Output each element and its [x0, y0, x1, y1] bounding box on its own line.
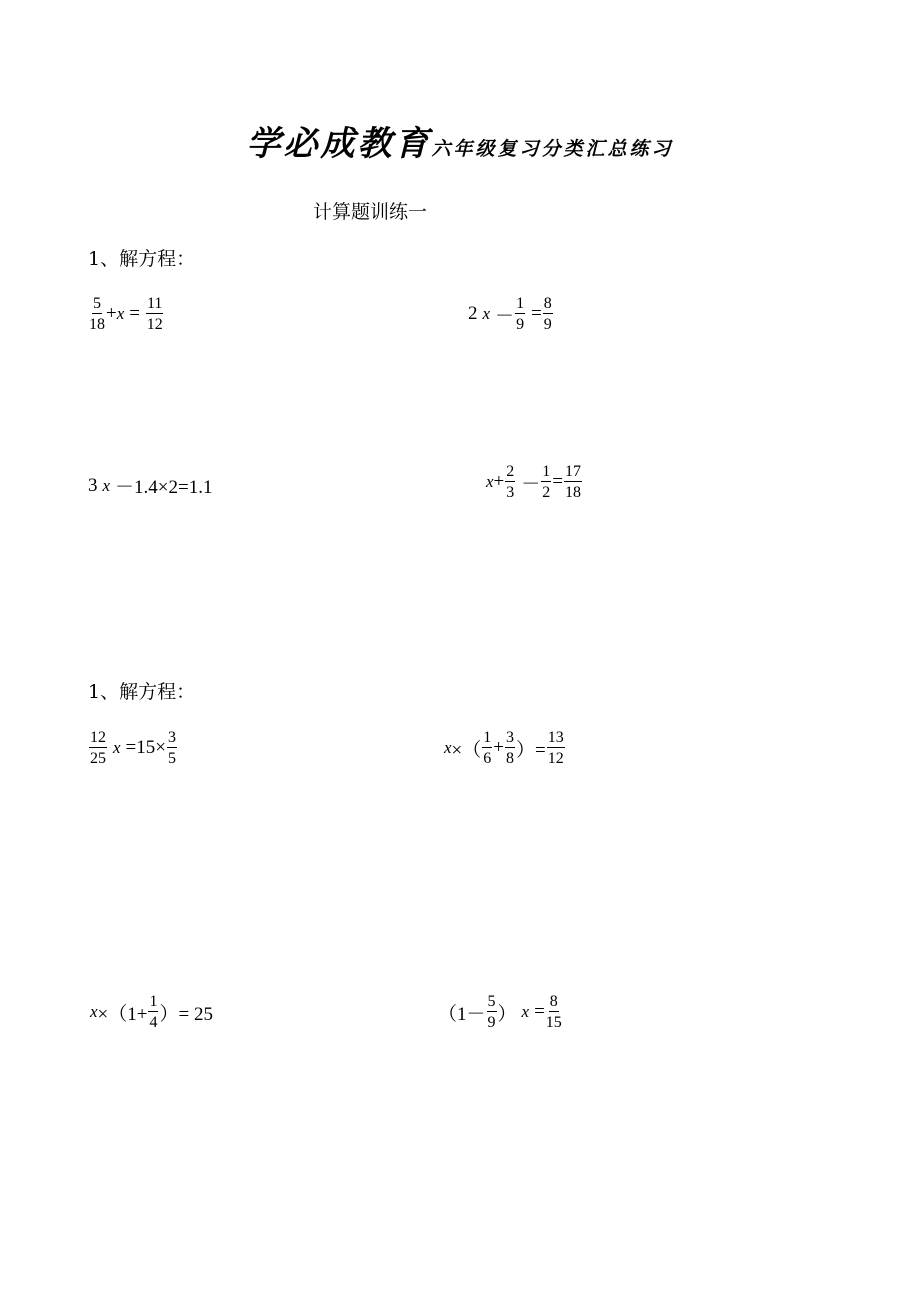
worksheet-title: 计算题训练一 — [313, 201, 428, 223]
fraction: $\frac{11}{12}$ — [146, 295, 163, 333]
fraction: $\frac{1}{2}$ — [542, 463, 551, 501]
page-subtitle: 六年级复习分类汇总练习 — [431, 138, 674, 160]
fraction: $\frac{8}{15}$ — [545, 993, 562, 1031]
fraction: $\frac{13}{12}$ — [547, 729, 564, 767]
page-title — [0, 116, 920, 165]
fraction: $\frac{17}{18}$ — [565, 463, 581, 501]
section-heading: 1、解方程： — [88, 681, 196, 703]
equation-2: 2 x － $\frac{1}{9}$ = $\frac{8}{9}$ — [468, 295, 552, 333]
fraction: $\frac{2}{3}$ — [506, 463, 515, 501]
fraction: $\frac{1}{4}$ — [149, 993, 158, 1031]
equation-4: x + $\frac{2}{3}$ － $\frac{1}{2}$ = $\frac{17}{18}$ — [486, 463, 581, 501]
equation-8: （1－ $\frac{5}{9}$ ） x = $\frac{8}{15}$ — [438, 993, 562, 1031]
equation-7: x ×（1+ $\frac{1}{4}$ ）= 25 — [90, 993, 213, 1031]
fraction: $\frac{1}{9}$ — [516, 295, 525, 333]
equation-1: $\frac{5}{18}$ + x = $\frac{11}{12}$ — [89, 295, 163, 333]
equation-6: x ×（ $\frac{1}{6}$ + $\frac{3}{8}$ ）= $\frac{13}{12}$ — [444, 729, 564, 767]
fraction: $\frac{12}{25}$ — [90, 729, 106, 767]
equation-3: 3 x －1.4×2=1.1 — [88, 474, 213, 498]
section-heading: 1、解方程： — [88, 248, 196, 270]
fraction: $\frac{3}{5}$ — [167, 729, 176, 767]
fraction: $\frac{3}{8}$ — [505, 729, 514, 767]
fraction: $\frac{5}{9}$ — [487, 993, 496, 1031]
fraction: $\frac{1}{6}$ — [483, 729, 492, 767]
fraction: $\frac{8}{9}$ — [543, 295, 552, 333]
brand-name: 学必成教育 — [246, 124, 432, 164]
equation-5: $\frac{12}{25}$ x =15× $\frac{3}{5}$ — [90, 729, 176, 767]
fraction: $\frac{5}{18}$ — [89, 295, 105, 333]
